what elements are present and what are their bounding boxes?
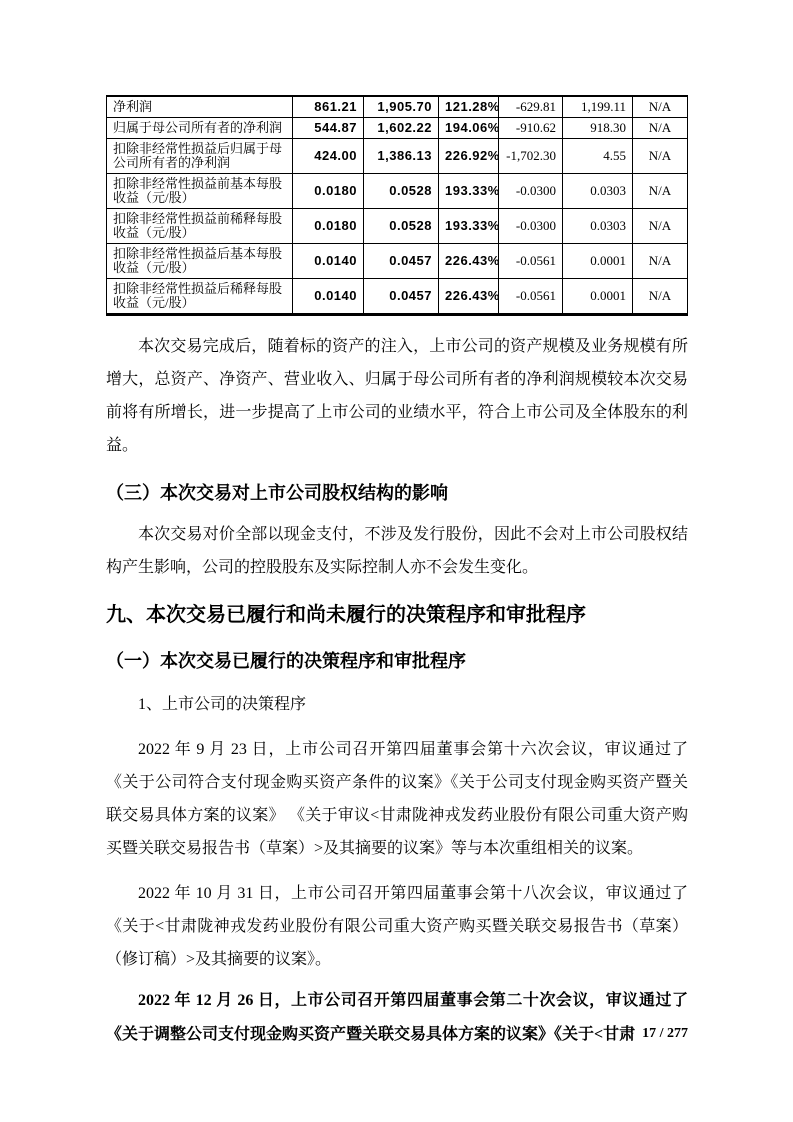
cell-value: N/A (633, 279, 688, 315)
table-row (107, 96, 688, 118)
table-row (107, 118, 688, 139)
cell-value: 0.0140 (293, 279, 364, 315)
cell-value: -629.81 (499, 96, 563, 118)
cell-value: 0.0001 (563, 244, 633, 279)
paragraph-transaction-impact: 本次交易完成后，随着标的资产的注入，上市公司的资产规模及业务规模有所增大，总资产、净资产、营业收入、归属于母公司所有者的净利润规模较本次交易前将有所增长，进一步提高了上市公司的业绩水平，符合上市公司及全体股东的利益。 (106, 338, 688, 454)
cell-value: 0.0528 (364, 209, 439, 244)
paragraph-board-meeting-16: 2022 年 9 月 23 日，上市公司召开第四届董事会第十六次会议，审议通过了《关于公司符合支付现金购买资产条件的议案》《关于公司支付现金购买资产暨关联交易具体方案的议案》 《关于审议<甘肃陇神戎发药业股份有限公司重大资产购买暨关联交易报告书（草案）>及其摘要的议案》等与本次重组相关的议案。 (106, 741, 688, 857)
page-number: 17 / 277 (642, 1026, 688, 1041)
cell-value: 1,386.13 (364, 139, 439, 174)
cell-value: 0.0180 (293, 174, 364, 209)
cell-value: N/A (633, 118, 688, 139)
cell-value: 0.0303 (563, 209, 633, 244)
cell-value: 0.0001 (563, 279, 633, 315)
cell-value: 0.0180 (293, 209, 364, 244)
row-label: 扣除非经常性损益前基本每股收益（元/股） (107, 174, 293, 209)
cell-value: 1,905.70 (364, 96, 439, 118)
cell-value: -0.0300 (499, 174, 563, 209)
row-label: 扣除非经常性损益后基本每股收益（元/股） (107, 244, 293, 279)
cell-value: -1,702.30 (499, 139, 563, 174)
heading-chapter-9: 九、本次交易已履行和尚未履行的决策程序和审批程序 (106, 604, 586, 626)
cell-value: -910.62 (499, 118, 563, 139)
cell-value: 1,602.22 (364, 118, 439, 139)
financial-table (106, 95, 688, 316)
cell-value: 424.00 (293, 139, 364, 174)
row-label: 净利润 (107, 96, 293, 118)
cell-value: N/A (633, 244, 688, 279)
cell-value: 4.55 (563, 139, 633, 174)
table-row (107, 244, 688, 279)
cell-value: 0.0457 (364, 279, 439, 315)
cell-value: N/A (633, 174, 688, 209)
cell-value: 226.92% (439, 139, 499, 174)
cell-value: 0.0528 (364, 174, 439, 209)
cell-value: 226.43% (439, 279, 499, 315)
cell-value: 193.33% (439, 209, 499, 244)
cell-value: N/A (633, 209, 688, 244)
cell-value: -0.0300 (499, 209, 563, 244)
paragraph-board-meeting-20: 2022 年 12 月 26 日，上市公司召开第四届董事会第二十次会议，审议通过了《关于调整公司支付现金购买资产暨关联交易具体方案的议案》《关于<甘肃 (106, 992, 688, 1043)
paragraph-equity-structure: 本次交易对价全部以现金支付，不涉及发行股份，因此不会对上市公司股权结构产生影响，公司的控股股东及实际控制人亦不会发生变化。 (106, 526, 688, 576)
table-row (107, 279, 688, 315)
table-row (107, 209, 688, 244)
cell-value: 193.33% (439, 174, 499, 209)
cell-value: 226.43% (439, 244, 499, 279)
row-label: 扣除非经常性损益后稀释每股收益（元/股） (107, 279, 293, 315)
cell-value: 121.28% (439, 96, 499, 118)
table-row (107, 174, 688, 209)
row-label: 扣除非经常性损益后归属于母公司所有者的净利润 (107, 139, 293, 174)
cell-value: 1,199.11 (563, 96, 633, 118)
row-label: 扣除非经常性损益前稀释每股收益（元/股） (107, 209, 293, 244)
cell-value: -0.0561 (499, 279, 563, 315)
cell-value: 544.87 (293, 118, 364, 139)
cell-value: 918.30 (563, 118, 633, 139)
cell-value: -0.0561 (499, 244, 563, 279)
list-item-decision-procedure: 1、上市公司的决策程序 (138, 696, 307, 713)
heading-section-3: （三）本次交易对上市公司股权结构的影响 (106, 483, 448, 503)
cell-value: 194.06% (439, 118, 499, 139)
heading-section-9-1: （一）本次交易已履行的决策程序和审批程序 (106, 651, 466, 671)
cell-value: 861.21 (293, 96, 364, 118)
table-row (107, 139, 688, 174)
paragraph-board-meeting-18: 2022 年 10 月 31 日，上市公司召开第四届董事会第十八次会议，审议通过了《关于<甘肃陇神戎发药业股份有限公司重大资产购买暨关联交易报告书（草案）（修订稿）>及其摘要的议案》。 (106, 885, 688, 968)
row-label: 归属于母公司所有者的净利润 (107, 118, 293, 139)
cell-value: N/A (633, 96, 688, 118)
cell-value: 0.0303 (563, 174, 633, 209)
cell-value: 0.0457 (364, 244, 439, 279)
cell-value: 0.0140 (293, 244, 364, 279)
cell-value: N/A (633, 139, 688, 174)
